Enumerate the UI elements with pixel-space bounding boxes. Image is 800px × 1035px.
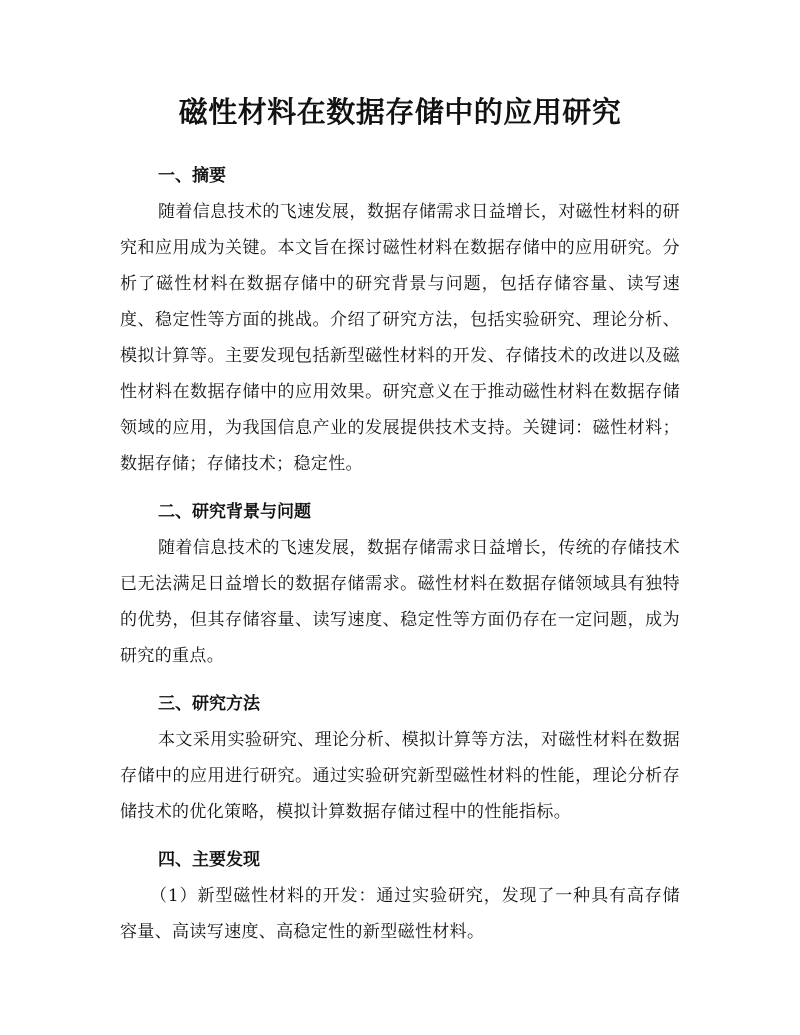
- section-abstract: [120, 158, 680, 482]
- document-title: 磁性材料在数据存储中的应用研究: [178, 95, 622, 129]
- methods-paragraph: 本文采用实验研究、理论分析、模拟计算等方法，对磁性材料在数据存储中的应用进行研究。通过实验研究新型磁性材料的性能，理论分析存储技术的优化策略，模拟计算数据存储过程中的性能指标。: [120, 730, 680, 822]
- section-findings: [120, 842, 680, 950]
- section-heading-methods: 三、研究方法: [158, 694, 260, 714]
- findings-paragraph: （1）新型磁性材料的开发：通过实验研究，发现了一种具有高存储容量、高读写速度、高稳定性的新型磁性材料。: [120, 886, 680, 942]
- section-heading-abstract: 一、摘要: [158, 166, 226, 186]
- section-heading-findings: 四、主要发现: [158, 850, 260, 870]
- section-background: [120, 494, 680, 674]
- section-heading-background: 二、研究背景与问题: [158, 502, 311, 522]
- abstract-paragraph: 随着信息技术的飞速发展，数据存储需求日益增长，对磁性材料的研究和应用成为关键。本文旨在探讨磁性材料在数据存储中的应用研究。分析了磁性材料在数据存储中的研究背景与问题，包括存储容量、读写速度、稳定性等方面的挑战。介绍了研究方法，包括实验研究、理论分析、模拟计算等。主要发现包括新型磁性材料的开发、存储技术的改进以及磁性材料在数据存储中的应用效果。研究意义在于推动磁性材料在数据存储领域的应用，为我国信息产业的发展提供技术支持。关键词：磁性材料；数据存储；存储技术；稳定性。: [120, 202, 680, 474]
- section-methods: [120, 686, 680, 830]
- background-paragraph: 随着信息技术的飞速发展，数据存储需求日益增长，传统的存储技术已无法满足日益增长的数据存储需求。磁性材料在数据存储领域具有独特的优势，但其存储容量、读写速度、稳定性等方面仍存在一定问题，成为研究的重点。: [120, 538, 680, 666]
